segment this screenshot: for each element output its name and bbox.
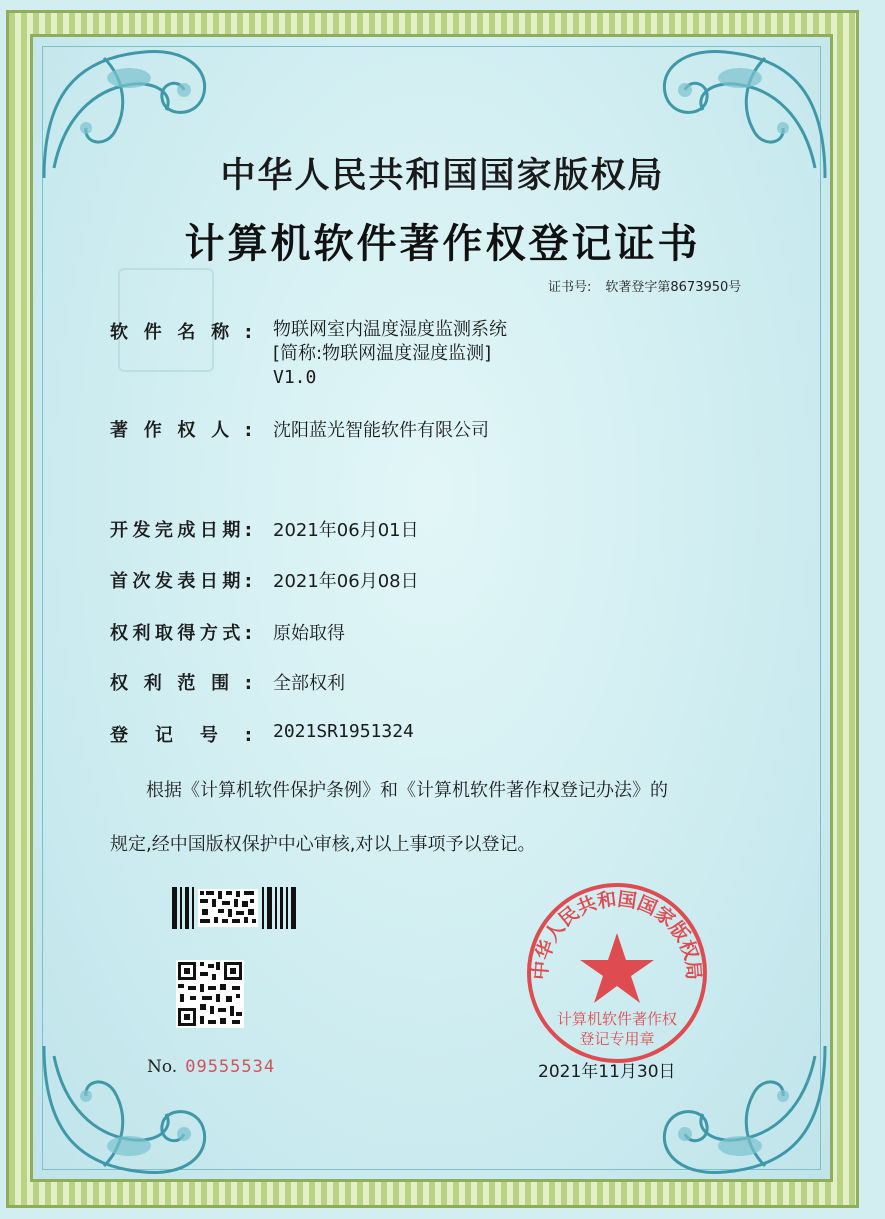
field-value: 2021年06月08日 — [273, 571, 419, 592]
seal-outer-text: 中华人民共和国国家版权局 — [529, 888, 705, 981]
cert-no-label: 证书号: — [548, 280, 592, 295]
field-completion-date — [110, 516, 419, 542]
registration-statement — [110, 764, 800, 872]
field-acquisition-method — [110, 619, 345, 645]
serial-value: 09555534 — [185, 1057, 276, 1077]
official-seal-icon — [522, 878, 712, 1068]
serial-label: No. — [147, 1057, 178, 1077]
field-label: 权利范围: — [110, 673, 252, 694]
software-short-name-line: [简称:物联网温度湿度监测] — [273, 343, 492, 364]
field-value: 原始取得 — [273, 623, 345, 644]
field-software-name — [110, 318, 507, 388]
seal-inner-line2: 登记专用章 — [579, 1030, 655, 1048]
statement-line: 规定,经中国版权保护中心审核,对以上事项予以登记。 — [110, 834, 536, 855]
field-value: 2021年06月01日 — [273, 520, 419, 541]
field-value: 全部权利 — [273, 673, 345, 694]
field-value — [273, 318, 507, 390]
cert-no-value: 软著登字第8673950号 — [605, 280, 742, 295]
field-publication-date — [110, 567, 419, 593]
field-label: 首次发表日期: — [110, 571, 252, 592]
field-rights-scope — [110, 669, 345, 695]
field-copyright-owner — [110, 416, 489, 442]
field-label: 权利取得方式: — [110, 623, 252, 644]
barcode-icon — [172, 887, 298, 929]
certificate-number — [548, 276, 741, 295]
seal-inner-line1: 计算机软件著作权 — [556, 1010, 678, 1028]
field-value: 沈阳蓝光智能软件有限公司 — [273, 420, 489, 441]
qr-code-icon — [176, 960, 244, 1028]
certificate-title: 计算机软件著作权登记证书 — [184, 221, 701, 267]
field-label: 开发完成日期: — [110, 520, 252, 541]
field-label: 软件名称: — [110, 322, 252, 343]
statement-line: 根据《计算机软件保护条例》和《计算机软件著作权登记办法》的 — [146, 780, 668, 801]
serial-number — [147, 1057, 275, 1077]
software-version-line: V1.0 — [273, 367, 317, 388]
software-name-line: 物联网室内温度湿度监测系统 — [273, 319, 507, 340]
field-registration-no — [110, 721, 414, 747]
authority-title: 中华人民共和国国家版权局 — [220, 156, 665, 196]
field-value: 2021SR1951324 — [273, 721, 414, 742]
issue-date: 2021年11月30日 — [538, 1062, 676, 1082]
field-label: 登记号: — [110, 725, 252, 746]
field-label: 著作权人: — [110, 420, 252, 441]
